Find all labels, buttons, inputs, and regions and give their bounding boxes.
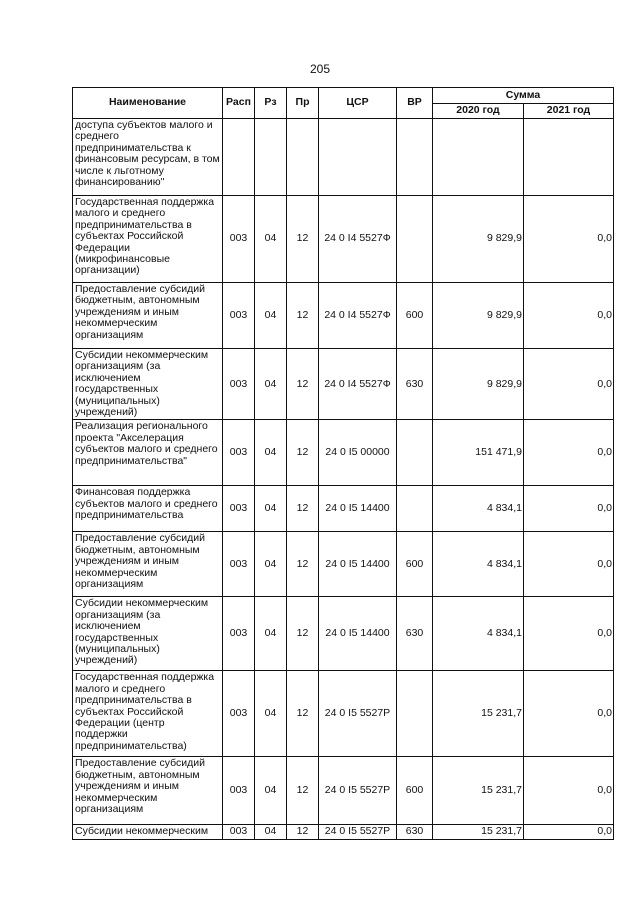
row-rz: 04 [255,597,287,671]
budget-table [72,87,614,840]
row-sum-2020: 4 834,1 [433,532,524,597]
row-rasp: 003 [223,825,255,839]
row-rz: 04 [255,825,287,839]
page-number: 205 [309,62,331,76]
row-csr: 24 0 I5 5527Р [319,671,397,757]
row-sum-2020: 9 829,9 [433,196,524,283]
row-rz: 04 [255,757,287,825]
table-row [73,825,614,839]
row-name: Реализация регионального проекта "Акселерация субъектов малого и среднего предпринимательства" [73,420,223,486]
row-csr: 24 0 I4 5527Ф [319,283,397,349]
row-name: Государственная поддержка малого и среднего предпринимательства в субъектах Российской Федерации (центр поддержки предпринимательства) [73,671,223,757]
row-sum-2020: 15 231,7 [433,825,524,839]
row-sum-2020: 9 829,9 [433,283,524,349]
row-name: Предоставление субсидий бюджетным, автономным учреждениям и иным некоммерческим организациям [73,757,223,825]
row-sum-2020: 4 834,1 [433,486,524,532]
row-csr: 24 0 I5 14400 [319,532,397,597]
row-pr: 12 [287,349,319,420]
row-sum-2021: 0,0 [524,486,614,532]
row-pr: 12 [287,532,319,597]
row-name: Субсидии некоммерческим организациям (за исключением государственных (муниципальных) учреждений) [73,349,223,420]
row-rasp [223,119,255,196]
row-csr: 24 0 I5 5527Р [319,757,397,825]
row-rz: 04 [255,196,287,283]
row-rz: 04 [255,486,287,532]
row-pr [287,119,319,196]
table-body [73,119,614,840]
row-rasp: 003 [223,532,255,597]
row-sum-2021: 0,0 [524,671,614,757]
row-rasp: 003 [223,597,255,671]
row-sum-2021: 0,0 [524,532,614,597]
row-rasp: 003 [223,349,255,420]
row-pr: 12 [287,420,319,486]
row-sum-2020: 4 834,1 [433,597,524,671]
row-name: Финансовая поддержка субъектов малого и среднего предпринимательства [73,486,223,532]
row-sum-2020 [433,119,524,196]
table-row [73,486,614,532]
row-vr [397,420,433,486]
row-csr: 24 0 I5 14400 [319,486,397,532]
row-sum-2021: 0,0 [524,825,614,839]
row-csr: 24 0 I5 00000 [319,420,397,486]
table-row [73,597,614,671]
row-pr: 12 [287,825,319,839]
header-vr: ВР [397,88,433,119]
row-sum-2021 [524,119,614,196]
row-pr: 12 [287,486,319,532]
row-sum-2021: 0,0 [524,757,614,825]
row-name: Предоставление субсидий бюджетным, автономным учреждениям и иным некоммерческим организациям [73,283,223,349]
row-rasp: 003 [223,757,255,825]
header-name: Наименование [73,88,223,119]
row-sum-2021: 0,0 [524,420,614,486]
row-rz: 04 [255,420,287,486]
row-vr [397,196,433,283]
row-sum-2020: 151 471,9 [433,420,524,486]
row-sum-2021: 0,0 [524,196,614,283]
row-vr: 630 [397,597,433,671]
header-pr: Пр [287,88,319,119]
table-row [73,349,614,420]
row-vr: 600 [397,532,433,597]
row-pr: 12 [287,196,319,283]
row-csr: 24 0 I5 14400 [319,597,397,671]
table-row [73,757,614,825]
row-vr: 630 [397,349,433,420]
row-vr [397,671,433,757]
row-rz: 04 [255,532,287,597]
row-pr: 12 [287,283,319,349]
row-rz [255,119,287,196]
row-rasp: 003 [223,283,255,349]
table-row [73,671,614,757]
row-name: Субсидии некоммерческим организациям (за исключением государственных (муниципальных) учреждений) [73,597,223,671]
table-row [73,196,614,283]
row-name: Субсидии некоммерческим [73,825,223,839]
row-name: Государственная поддержка малого и среднего предпринимательства в субъектах Российской Федерации (микрофинансовые организации) [73,196,223,283]
row-rz: 04 [255,349,287,420]
header-csr: ЦСР [319,88,397,119]
row-csr [319,119,397,196]
row-rasp: 003 [223,671,255,757]
row-vr: 600 [397,757,433,825]
row-vr [397,119,433,196]
table-row [73,119,614,196]
row-sum-2021: 0,0 [524,597,614,671]
row-name: Предоставление субсидий бюджетным, автономным учреждениям и иным некоммерческим организациям [73,532,223,597]
row-sum-2021: 0,0 [524,283,614,349]
row-pr: 12 [287,757,319,825]
row-rasp: 003 [223,486,255,532]
row-vr [397,486,433,532]
header-sum: Сумма [433,88,614,104]
row-name: доступа субъектов малого и среднего предпринимательства к финансовым ресурсам, в том числе к льготному финансированию" [73,119,223,196]
table-row [73,420,614,486]
row-csr: 24 0 I4 5527Ф [319,196,397,283]
row-sum-2020: 9 829,9 [433,349,524,420]
header-2020: 2020 год [433,104,524,119]
row-sum-2021: 0,0 [524,349,614,420]
header-2021: 2021 год [524,104,614,119]
table-row [73,283,614,349]
row-rasp: 003 [223,196,255,283]
row-csr: 24 0 I5 5527Р [319,825,397,839]
row-csr: 24 0 I4 5527Ф [319,349,397,420]
header-rasp: Расп [223,88,255,119]
row-sum-2020: 15 231,7 [433,757,524,825]
row-sum-2020: 15 231,7 [433,671,524,757]
row-vr: 600 [397,283,433,349]
row-rz: 04 [255,283,287,349]
table-row [73,532,614,597]
row-rasp: 003 [223,420,255,486]
row-pr: 12 [287,597,319,671]
row-vr: 630 [397,825,433,839]
row-pr: 12 [287,671,319,757]
row-rz: 04 [255,671,287,757]
header-rz: Рз [255,88,287,119]
